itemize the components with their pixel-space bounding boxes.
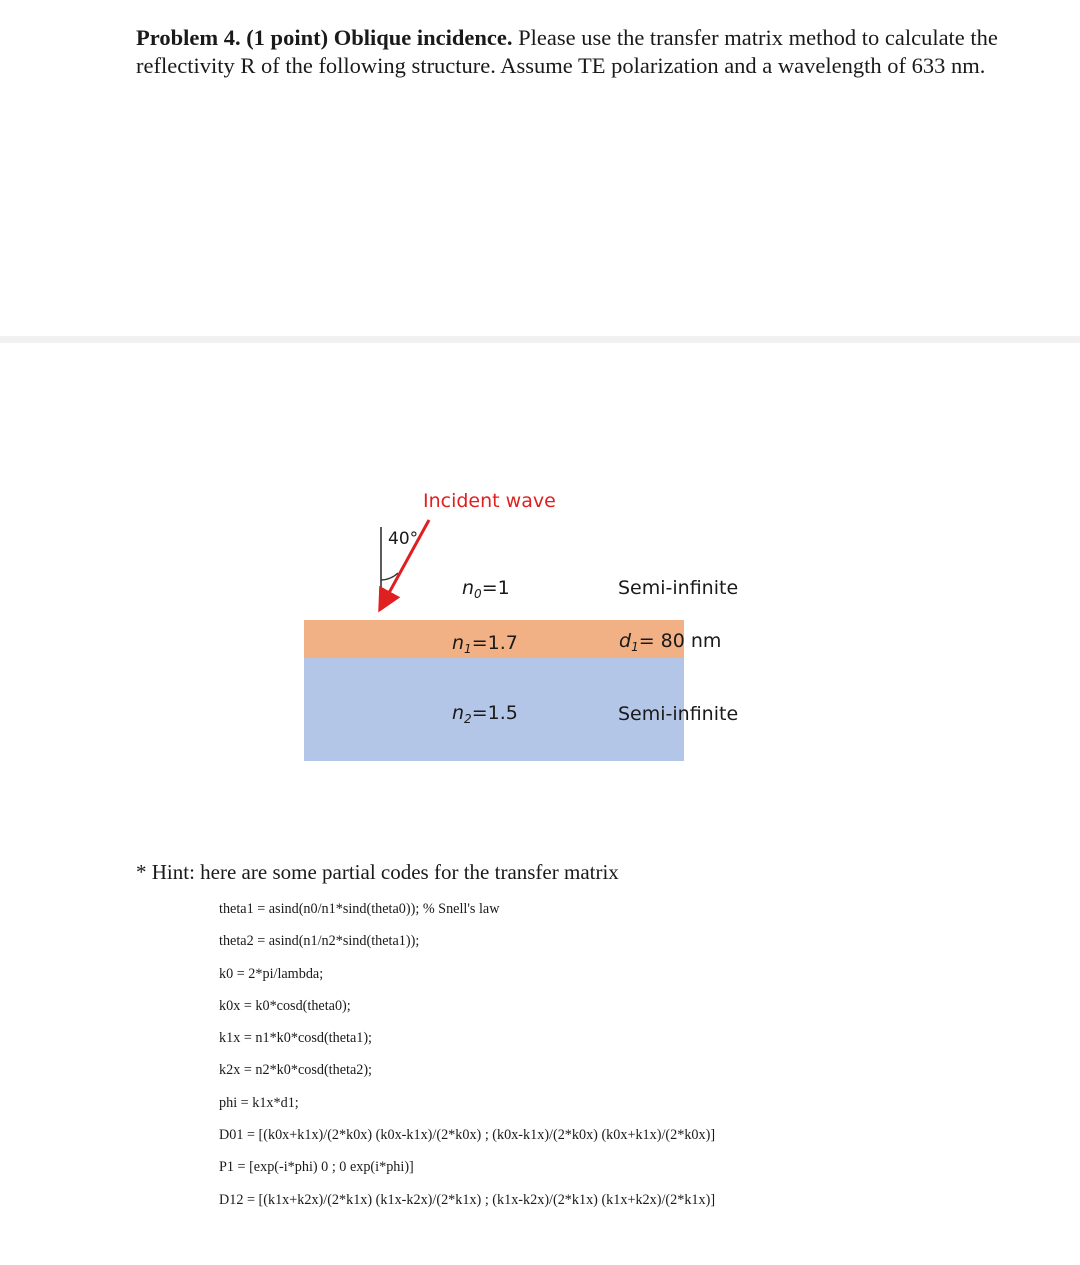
n1-symbol: n <box>452 632 465 654</box>
code-line: D12 = [(k1x+k2x)/(2*k1x) (k1x-k2x)/(2*k1x) ; (k1x-k2x)/(2*k1x) (k1x+k2x)/(2*k1x)] <box>219 1191 716 1208</box>
code-line: theta2 = asind(n1/n2*sind(theta1)); <box>219 933 420 950</box>
code-line: P1 = [exp(-i*phi) 0 ; 0 exp(i*phi)] <box>219 1159 414 1176</box>
code-line: theta1 = asind(n0/n1*sind(theta0)); % Snell's law <box>219 901 500 917</box>
code-line: k2x = n2*k0*cosd(theta2); <box>219 1062 373 1079</box>
problem-heading: Problem 4. (1 point) Oblique incidence. <box>136 25 513 50</box>
problem-statement <box>136 24 1036 80</box>
hint-text: * Hint: here are some partial codes for the transfer matrix <box>136 860 619 884</box>
code-line: k1x = n1*k0*cosd(theta1); <box>219 1030 373 1047</box>
structure-figure <box>0 343 1080 803</box>
n0-value: =1 <box>481 577 510 599</box>
problem-text: Please use the transfer matrix method to calculate the reflectivity R of the following structure. Assume TE polarization and a wavelength of 633 nm. <box>136 25 998 78</box>
code-line: phi = k1x*d1; <box>219 1094 299 1111</box>
code-block <box>219 899 715 1222</box>
layer0-thickness-note: Semi-infinite <box>618 577 739 599</box>
code-line: k0x = k0*cosd(theta0); <box>219 997 351 1014</box>
incidence-angle-label: 40° <box>388 529 419 549</box>
layer2-thickness-note: Semi-infinite <box>618 703 739 725</box>
n0-label <box>462 577 510 605</box>
n1-subscript: 1 <box>464 642 472 656</box>
code-line: k0 = 2*pi/lambda; <box>219 965 324 982</box>
d1-subscript: 1 <box>631 640 639 654</box>
n1-value: =1.7 <box>471 632 518 654</box>
incident-wave-label: Incident wave <box>423 490 556 512</box>
d1-symbol: d <box>619 630 632 652</box>
n0-subscript: 0 <box>474 587 482 601</box>
n2-symbol: n <box>452 702 465 724</box>
n2-value: =1.5 <box>471 702 518 724</box>
d1-value: = 80 nm <box>638 630 722 652</box>
n2-subscript: 2 <box>464 712 472 726</box>
section-divider <box>0 336 1080 343</box>
n1-label <box>452 632 518 660</box>
d1-label <box>619 630 721 658</box>
n2-label <box>452 702 518 730</box>
code-line: D01 = [(k0x+k1x)/(2*k0x) (k0x-k1x)/(2*k0x) ; (k0x-k1x)/(2*k0x) (k0x+k1x)/(2*k0x)] <box>219 1127 716 1144</box>
n0-symbol: n <box>462 577 475 599</box>
